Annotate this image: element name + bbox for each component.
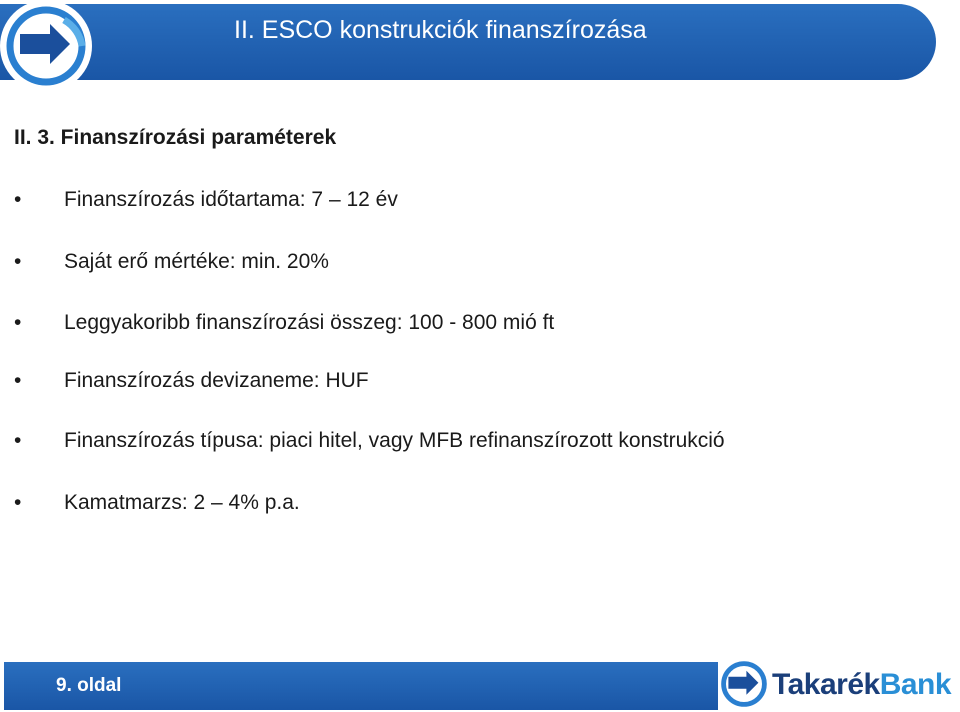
footer-bar <box>4 662 718 710</box>
bullet-text: Finanszírozás típusa: piaci hitel, vagy MFB refinanszírozott konstrukció <box>64 429 725 452</box>
bullet-text: Leggyakoribb finanszírozási összeg: 100 - 800 mió ft <box>64 311 555 334</box>
bullet-dot: • <box>14 429 22 452</box>
bullet-dot: • <box>14 188 22 211</box>
section-heading: II. 3. Finanszírozási paraméterek <box>14 126 337 149</box>
bullet-dot: • <box>14 311 22 334</box>
brand-arrow-icon <box>720 660 768 708</box>
logo <box>0 0 92 92</box>
brand-name-part1: Takarék <box>772 668 880 701</box>
logo-arrow-icon <box>6 6 86 86</box>
brand-name-part2: Bank <box>879 668 952 701</box>
bullet-dot: • <box>14 250 22 273</box>
slide-title: II. ESCO konstrukciók finanszírozása <box>234 16 647 44</box>
brand-name <box>772 668 951 702</box>
title-bar <box>0 4 936 80</box>
brand-logo <box>720 660 960 712</box>
bullet-dot: • <box>14 369 22 392</box>
bullet-text: Saját erő mértéke: min. 20% <box>64 250 329 273</box>
bullet-dot: • <box>14 491 22 514</box>
bullet-text: Finanszírozás időtartama: 7 – 12 év <box>64 188 398 211</box>
bullet-text: Kamatmarzs: 2 – 4% p.a. <box>64 491 300 514</box>
bullet-text: Finanszírozás devizaneme: HUF <box>64 369 369 392</box>
page-number: 9. oldal <box>56 675 122 696</box>
